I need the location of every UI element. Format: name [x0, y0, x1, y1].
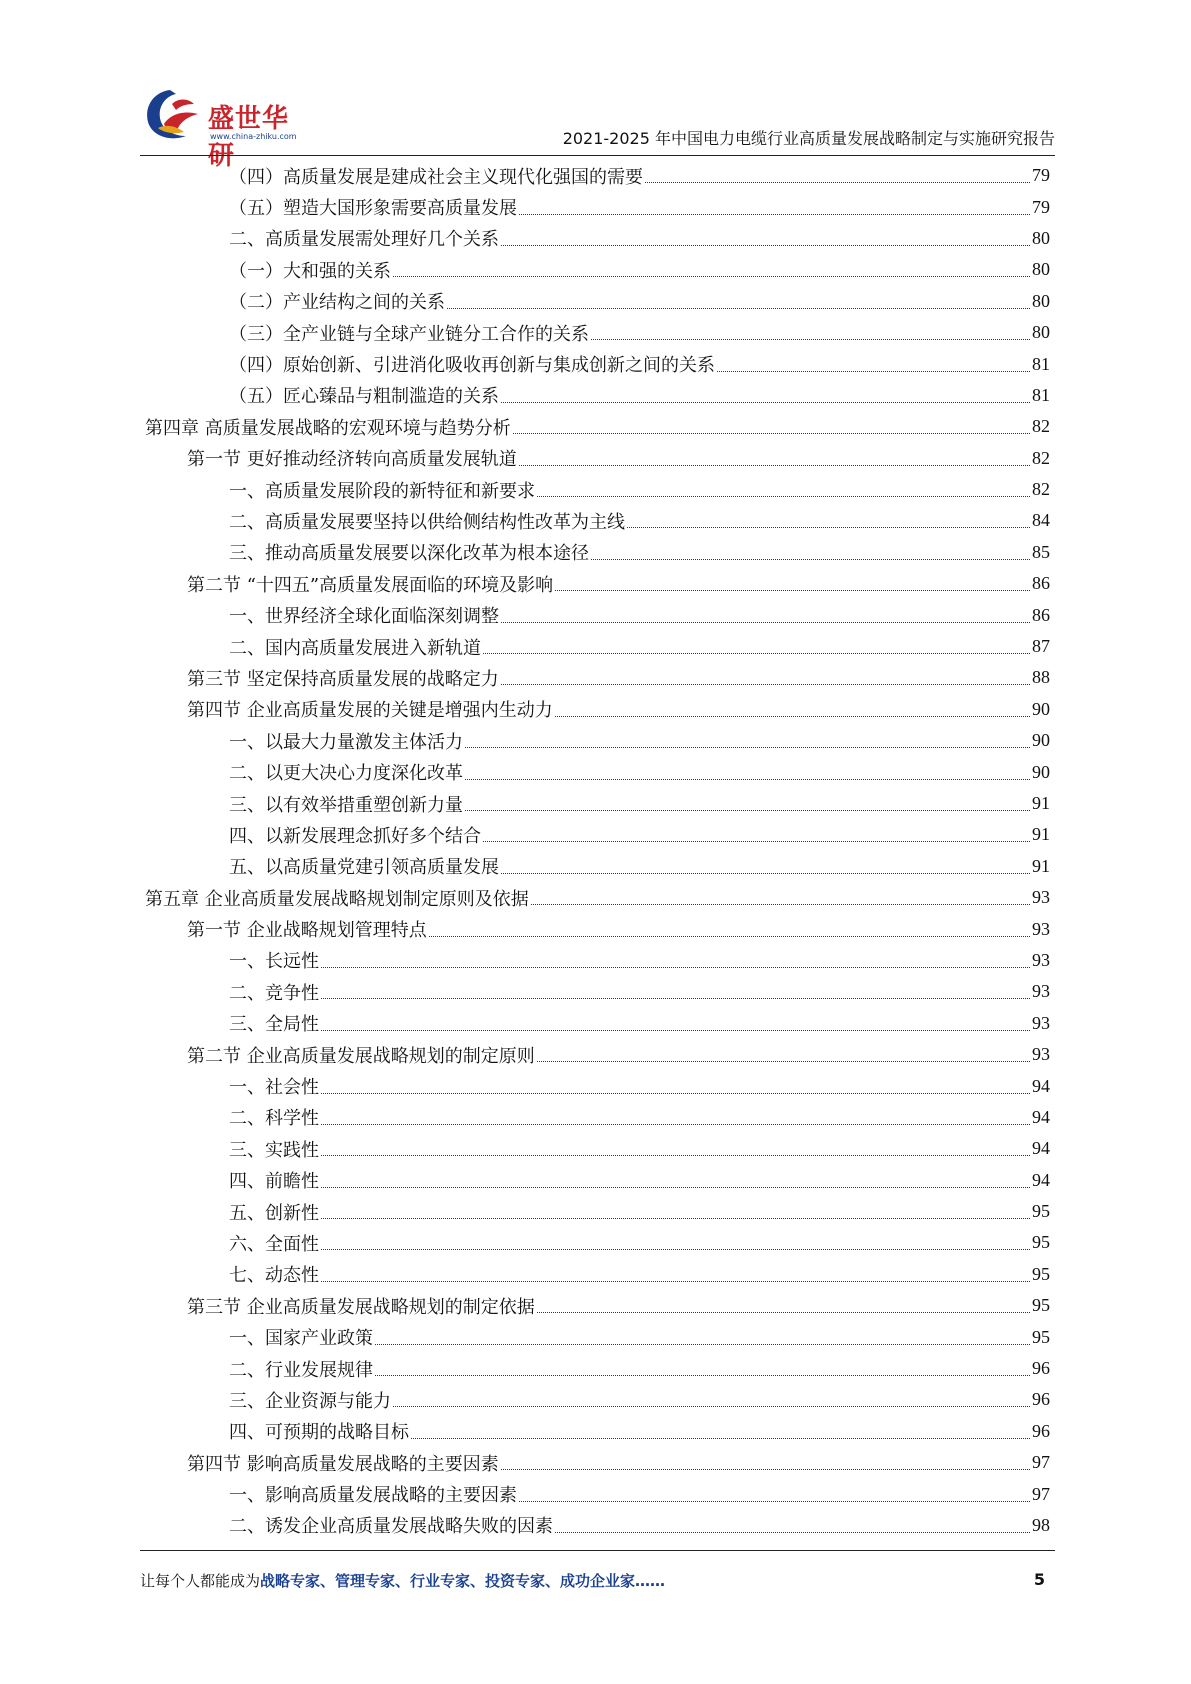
toc-entry[interactable]: [145, 1133, 1050, 1164]
toc-entry[interactable]: [145, 913, 1050, 944]
toc-dot-leader: [321, 1187, 1030, 1188]
toc-entry-page: 94: [1032, 1075, 1050, 1096]
toc-entry-title: 第四节 影响高质量发展战略的主要因素: [187, 1453, 499, 1475]
toc-entry-page: 93: [1032, 1012, 1050, 1033]
toc-entry[interactable]: [145, 819, 1050, 850]
toc-entry-title: 二、以更大决心力度深化改革: [229, 763, 463, 785]
toc-entry[interactable]: [145, 317, 1050, 348]
toc-entry-page: 94: [1032, 1106, 1050, 1127]
toc-entry-title: 一、世界经济全球化面临深刻调整: [229, 606, 499, 628]
toc-dot-leader: [321, 1281, 1030, 1282]
toc-entry-title: 一、社会性: [229, 1077, 319, 1099]
toc-entry-title: 二、诱发企业高质量发展战略失败的因素: [229, 1516, 553, 1538]
toc-entry-title: 四、前瞻性: [229, 1171, 319, 1193]
toc-entry-page: 82: [1032, 447, 1050, 468]
toc-dot-leader: [537, 1061, 1030, 1062]
toc-entry-page: 97: [1032, 1483, 1050, 1504]
toc-dot-leader: [531, 904, 1030, 905]
toc-entry-title: 第一节 更好推动经济转向高质量发展轨道: [187, 449, 517, 471]
toc-entry[interactable]: [145, 1384, 1050, 1415]
toc-entry-page: 95: [1032, 1232, 1050, 1253]
toc-entry-title: 第一节 企业战略规划管理特点: [187, 920, 427, 942]
toc-entry-title: 第四章 高质量发展战略的宏观环境与趋势分析: [145, 417, 511, 439]
toc-dot-leader: [717, 371, 1030, 372]
toc-entry-page: 86: [1032, 573, 1050, 594]
toc-dot-leader: [321, 1218, 1030, 1219]
footer-slogan-prefix: 让每个人都能成为: [140, 1572, 261, 1590]
toc-entry-title: 一、长远性: [229, 951, 319, 973]
toc-dot-leader: [465, 810, 1030, 811]
toc-entry[interactable]: [145, 631, 1050, 662]
toc-entry-title: 一、影响高质量发展战略的主要因素: [229, 1485, 517, 1507]
toc-entry-title: 三、实践性: [229, 1139, 319, 1161]
toc-entry-title: 三、企业资源与能力: [229, 1390, 391, 1412]
toc-entry-page: 95: [1032, 1295, 1050, 1316]
toc-entry-page: 82: [1032, 479, 1050, 500]
toc-entry[interactable]: [145, 694, 1050, 725]
toc-entry-page: 88: [1032, 667, 1050, 688]
toc-entry-title: 第四节 企业高质量发展的关键是增强内生动力: [187, 700, 553, 722]
toc-dot-leader: [501, 873, 1030, 874]
toc-entry-page: 96: [1032, 1420, 1050, 1441]
toc-entry[interactable]: [145, 1259, 1050, 1290]
toc-entry[interactable]: [145, 882, 1050, 913]
page-number: 5: [1033, 1570, 1045, 1589]
toc-entry[interactable]: [145, 1416, 1050, 1447]
toc-entry[interactable]: [145, 788, 1050, 819]
toc-entry-page: 84: [1032, 510, 1050, 531]
toc-entry-title: （二）产业结构之间的关系: [229, 292, 445, 314]
page-header: [140, 80, 1055, 171]
toc-dot-leader: [591, 339, 1030, 340]
toc-entry-page: 80: [1032, 259, 1050, 280]
toc-entry-page: 94: [1032, 1169, 1050, 1190]
toc-dot-leader: [537, 1312, 1030, 1313]
toc-entry-page: 87: [1032, 636, 1050, 657]
toc-entry[interactable]: [145, 537, 1050, 568]
toc-entry[interactable]: [145, 380, 1050, 411]
toc-dot-leader: [519, 465, 1030, 466]
toc-entry-page: 93: [1032, 949, 1050, 970]
toc-dot-leader: [501, 402, 1030, 403]
toc-entry-page: 93: [1032, 918, 1050, 939]
toc-entry-title: 七、动态性: [229, 1265, 319, 1287]
toc-entry[interactable]: [145, 348, 1050, 379]
header-divider: [140, 155, 1055, 156]
toc-dot-leader: [393, 1406, 1030, 1407]
toc-entry[interactable]: [145, 945, 1050, 976]
toc-entry-title: （五）匠心臻品与粗制滥造的关系: [229, 386, 499, 408]
toc-entry-title: 六、全面性: [229, 1233, 319, 1255]
toc-dot-leader: [393, 276, 1030, 277]
toc-entry-page: 93: [1032, 887, 1050, 908]
toc-dot-leader: [627, 527, 1030, 528]
toc-entry-title: 一、国家产业政策: [229, 1328, 373, 1350]
toc-dot-leader: [321, 1124, 1030, 1125]
toc-entry[interactable]: [145, 599, 1050, 630]
toc-dot-leader: [501, 245, 1030, 246]
toc-entry-title: 二、科学性: [229, 1108, 319, 1130]
toc-entry-page: 95: [1032, 1201, 1050, 1222]
toc-entry-page: 91: [1032, 855, 1050, 876]
toc-entry[interactable]: [145, 756, 1050, 787]
toc-entry-page: 91: [1032, 793, 1050, 813]
toc-entry[interactable]: [145, 443, 1050, 474]
toc-entry-title: 第三节 企业高质量发展战略规划的制定依据: [187, 1296, 535, 1318]
toc-entry-page: 90: [1032, 730, 1050, 751]
toc-entry[interactable]: [145, 851, 1050, 882]
toc-entry-page: 85: [1032, 541, 1050, 562]
report-title: 2021-2025 年中国电力电缆行业高质量发展战略制定与实施研究报告: [562, 129, 1055, 148]
toc-entry-title: 一、高质量发展阶段的新特征和新要求: [229, 480, 535, 502]
toc-entry-page: 81: [1032, 384, 1050, 405]
toc-entry[interactable]: [145, 1196, 1050, 1227]
toc-entry-page: 97: [1032, 1452, 1050, 1473]
toc-dot-leader: [483, 653, 1030, 654]
toc-entry-title: 二、竞争性: [229, 982, 319, 1004]
toc-entry[interactable]: [145, 474, 1050, 505]
table-of-contents: [145, 160, 1050, 1541]
toc-dot-leader: [645, 182, 1030, 183]
toc-entry[interactable]: [145, 160, 1050, 191]
toc-entry-page: 95: [1032, 1326, 1050, 1347]
logo-url: www.china-zhiku.com: [210, 132, 297, 141]
toc-dot-leader: [321, 998, 1030, 999]
toc-entry[interactable]: [145, 1165, 1050, 1196]
toc-entry-title: 三、以有效举措重塑创新力量: [229, 794, 463, 816]
toc-entry[interactable]: [145, 1353, 1050, 1384]
toc-entry[interactable]: [145, 1227, 1050, 1258]
toc-entry-title: 第二节 企业高质量发展战略规划的制定原则: [187, 1045, 535, 1067]
toc-entry-page: 98: [1032, 1514, 1050, 1535]
toc-entry[interactable]: [145, 1321, 1050, 1352]
toc-entry-title: （五）塑造大国形象需要高质量发展: [229, 198, 517, 220]
toc-entry-page: 79: [1032, 196, 1050, 217]
toc-entry[interactable]: [145, 223, 1050, 254]
toc-entry[interactable]: [145, 1102, 1050, 1133]
toc-entry[interactable]: [145, 286, 1050, 317]
toc-dot-leader: [519, 1501, 1030, 1502]
toc-entry-title: 三、全局性: [229, 1014, 319, 1036]
toc-entry-page: 93: [1032, 981, 1050, 1002]
toc-dot-leader: [321, 1030, 1030, 1031]
toc-entry-page: 96: [1032, 1389, 1050, 1410]
toc-entry-title: 五、以高质量党建引领高质量发展: [229, 857, 499, 879]
toc-entry-title: 二、国内高质量发展进入新轨道: [229, 637, 481, 659]
toc-entry[interactable]: [145, 505, 1050, 536]
footer-divider: [140, 1550, 1055, 1551]
toc-entry-page: 95: [1032, 1263, 1050, 1284]
toc-entry-title: 四、以新发展理念抓好多个结合: [229, 825, 481, 847]
company-logo: [140, 84, 310, 171]
toc-entry[interactable]: [145, 191, 1050, 222]
toc-entry[interactable]: [145, 1070, 1050, 1101]
toc-dot-leader: [411, 1438, 1030, 1439]
toc-entry-title: 三、推动高质量发展要以深化改革为根本途径: [229, 543, 589, 565]
toc-dot-leader: [465, 747, 1030, 748]
toc-entry[interactable]: [145, 1478, 1050, 1509]
toc-dot-leader: [501, 1469, 1030, 1470]
toc-dot-leader: [483, 841, 1030, 842]
toc-entry-title: 第五章 企业高质量发展战略规划制定原则及依据: [145, 888, 529, 910]
toc-entry[interactable]: [145, 662, 1050, 693]
toc-entry-page: 94: [1032, 1138, 1050, 1159]
toc-entry-page: 90: [1032, 698, 1050, 719]
toc-dot-leader: [465, 779, 1030, 780]
toc-entry-page: 79: [1032, 165, 1050, 186]
toc-dot-leader: [501, 622, 1030, 623]
toc-entry-title: （一）大和强的关系: [229, 260, 391, 282]
toc-entry[interactable]: [145, 568, 1050, 599]
toc-entry-page: 86: [1032, 604, 1050, 625]
toc-entry[interactable]: [145, 254, 1050, 285]
toc-dot-leader: [321, 1155, 1030, 1156]
toc-entry-title: 二、行业发展规律: [229, 1359, 373, 1381]
toc-entry-title: 四、可预期的战略目标: [229, 1422, 409, 1444]
toc-dot-leader: [513, 433, 1030, 434]
toc-entry-page: 91: [1032, 824, 1050, 845]
toc-entry[interactable]: [145, 411, 1050, 442]
toc-entry[interactable]: [145, 976, 1050, 1007]
toc-entry-page: 96: [1032, 1358, 1050, 1379]
toc-dot-leader: [537, 496, 1030, 497]
toc-entry[interactable]: [145, 1510, 1050, 1541]
logo-name: 盛世华研: [208, 104, 290, 171]
toc-entry-page: 81: [1032, 353, 1050, 374]
toc-entry-title: （三）全产业链与全球产业链分工合作的关系: [229, 323, 589, 345]
toc-entry-title: 二、高质量发展要坚持以供给侧结构性改革为主线: [229, 511, 625, 533]
footer-slogan-emphasis: 战略专家、管理专家、行业专家、投资专家、成功企业家……: [260, 1572, 666, 1590]
toc-entry-title: （四）高质量发展是建成社会主义现代化强国的需要: [229, 166, 643, 188]
toc-entry[interactable]: [145, 1039, 1050, 1070]
logo-mark-icon: [140, 84, 210, 146]
toc-entry[interactable]: [145, 1008, 1050, 1039]
page-footer: [140, 1570, 1055, 1594]
toc-dot-leader: [555, 590, 1030, 591]
toc-entry-page: 80: [1032, 227, 1050, 248]
toc-entry[interactable]: [145, 1447, 1050, 1478]
toc-entry-page: 90: [1032, 761, 1050, 782]
toc-entry-page: 93: [1032, 1044, 1050, 1065]
toc-entry-title: 一、以最大力量激发主体活力: [229, 731, 463, 753]
toc-entry[interactable]: [145, 725, 1050, 756]
toc-dot-leader: [321, 967, 1030, 968]
toc-entry-title: 五、创新性: [229, 1202, 319, 1224]
toc-entry-title: 第三节 坚定保持高质量发展的战略定力: [187, 668, 499, 690]
toc-entry-page: 82: [1032, 416, 1050, 437]
toc-entry-page: 80: [1032, 322, 1050, 343]
toc-entry-title: 第二节 “十四五”高质量发展面临的环境及影响: [187, 574, 554, 596]
toc-dot-leader: [591, 559, 1030, 560]
toc-entry-title: 二、高质量发展需处理好几个关系: [229, 229, 499, 251]
toc-dot-leader: [501, 684, 1030, 685]
toc-dot-leader: [447, 308, 1030, 309]
toc-dot-leader: [375, 1344, 1030, 1345]
toc-entry-page: 80: [1032, 290, 1050, 311]
toc-dot-leader: [321, 1093, 1030, 1094]
toc-dot-leader: [555, 716, 1030, 717]
toc-dot-leader: [429, 936, 1030, 937]
toc-entry[interactable]: [145, 1290, 1050, 1321]
toc-dot-leader: [321, 1249, 1030, 1250]
toc-dot-leader: [555, 1532, 1030, 1533]
toc-dot-leader: [519, 214, 1030, 215]
toc-entry-title: （四）原始创新、引进消化吸收再创新与集成创新之间的关系: [229, 355, 715, 377]
toc-dot-leader: [375, 1375, 1030, 1376]
